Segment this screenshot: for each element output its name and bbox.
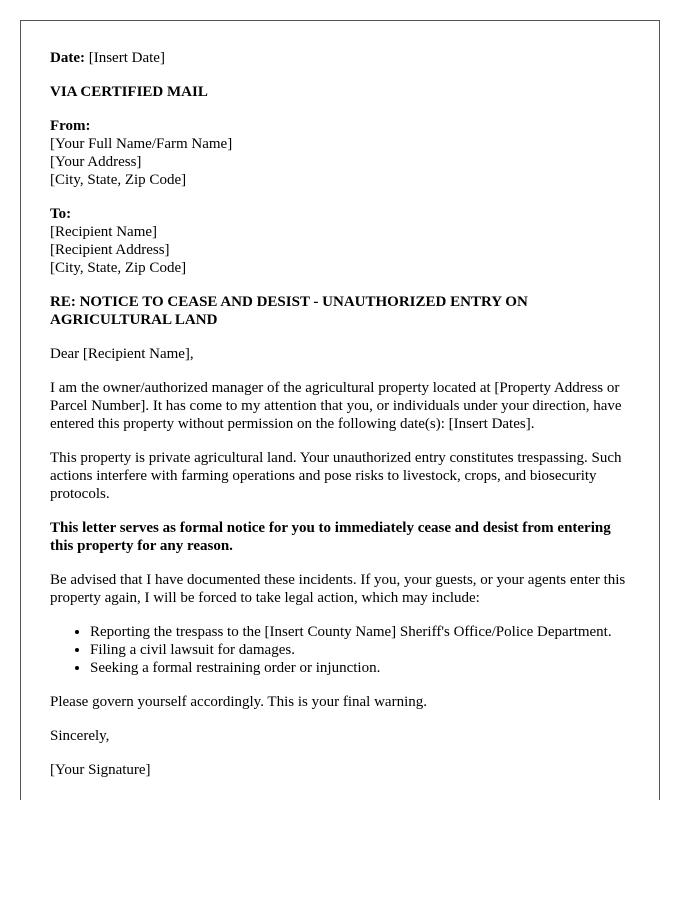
paragraph-legal-action: Be advised that I have documented these incidents. If you, your guests, or your agents enter this property again, I will be forced to take legal action, which may include:	[50, 572, 626, 606]
signature-placeholder: [Your Signature]	[50, 762, 151, 778]
closing-statement: Please govern yourself accordingly. This is your final warning.	[50, 694, 427, 710]
delivery-method: VIA CERTIFIED MAIL	[50, 84, 208, 100]
sender-block	[50, 117, 630, 189]
sender-address: [Your Address]	[50, 154, 142, 170]
recipient-block	[50, 205, 630, 277]
list-item: • Reporting the trespass to the [Insert County Name] Sheriff's Office/Police Department.	[90, 623, 630, 641]
to-label: To:	[50, 206, 72, 222]
salutation: Dear [Recipient Name],	[50, 346, 194, 362]
recipient-address: [Recipient Address]	[50, 242, 170, 258]
signoff: Sincerely,	[50, 728, 110, 744]
sender-city: [City, State, Zip Code]	[50, 172, 187, 188]
paragraph-formal-notice: This letter serves as formal notice for you to immediately cease and desist from entering this property for any reason.	[50, 520, 611, 554]
date-value: [Insert Date]	[88, 50, 165, 66]
paragraph-trespass: This property is private agricultural land. Your unauthorized entry constitutes trespassing. Such actions interfere with farming operations and pose risks to livestock, crops, and biosecurity protocols.	[50, 450, 622, 502]
paragraph-ownership: I am the owner/authorized manager of the agricultural property located at [Property Address or Parcel Number]. It has come to my attention that you, or individuals under your direction, have entered this property without permission on the following date(s): [Insert Dates].	[50, 380, 622, 432]
legal-action-list	[50, 623, 630, 677]
sender-name: [Your Full Name/Farm Name]	[50, 136, 233, 152]
date-label: Date:	[50, 50, 85, 66]
recipient-city: [City, State, Zip Code]	[50, 260, 187, 276]
list-item: • Filing a civil lawsuit for damages.	[90, 641, 630, 659]
letter-page	[20, 20, 660, 800]
letter-content	[21, 21, 659, 779]
list-item: • Seeking a formal restraining order or injunction.	[90, 659, 630, 677]
subject-line: RE: NOTICE TO CEASE AND DESIST - UNAUTHORIZED ENTRY ON AGRICULTURAL LAND	[50, 294, 528, 328]
date-line	[50, 49, 630, 67]
from-label: From:	[50, 118, 91, 134]
recipient-name: [Recipient Name]	[50, 224, 158, 240]
